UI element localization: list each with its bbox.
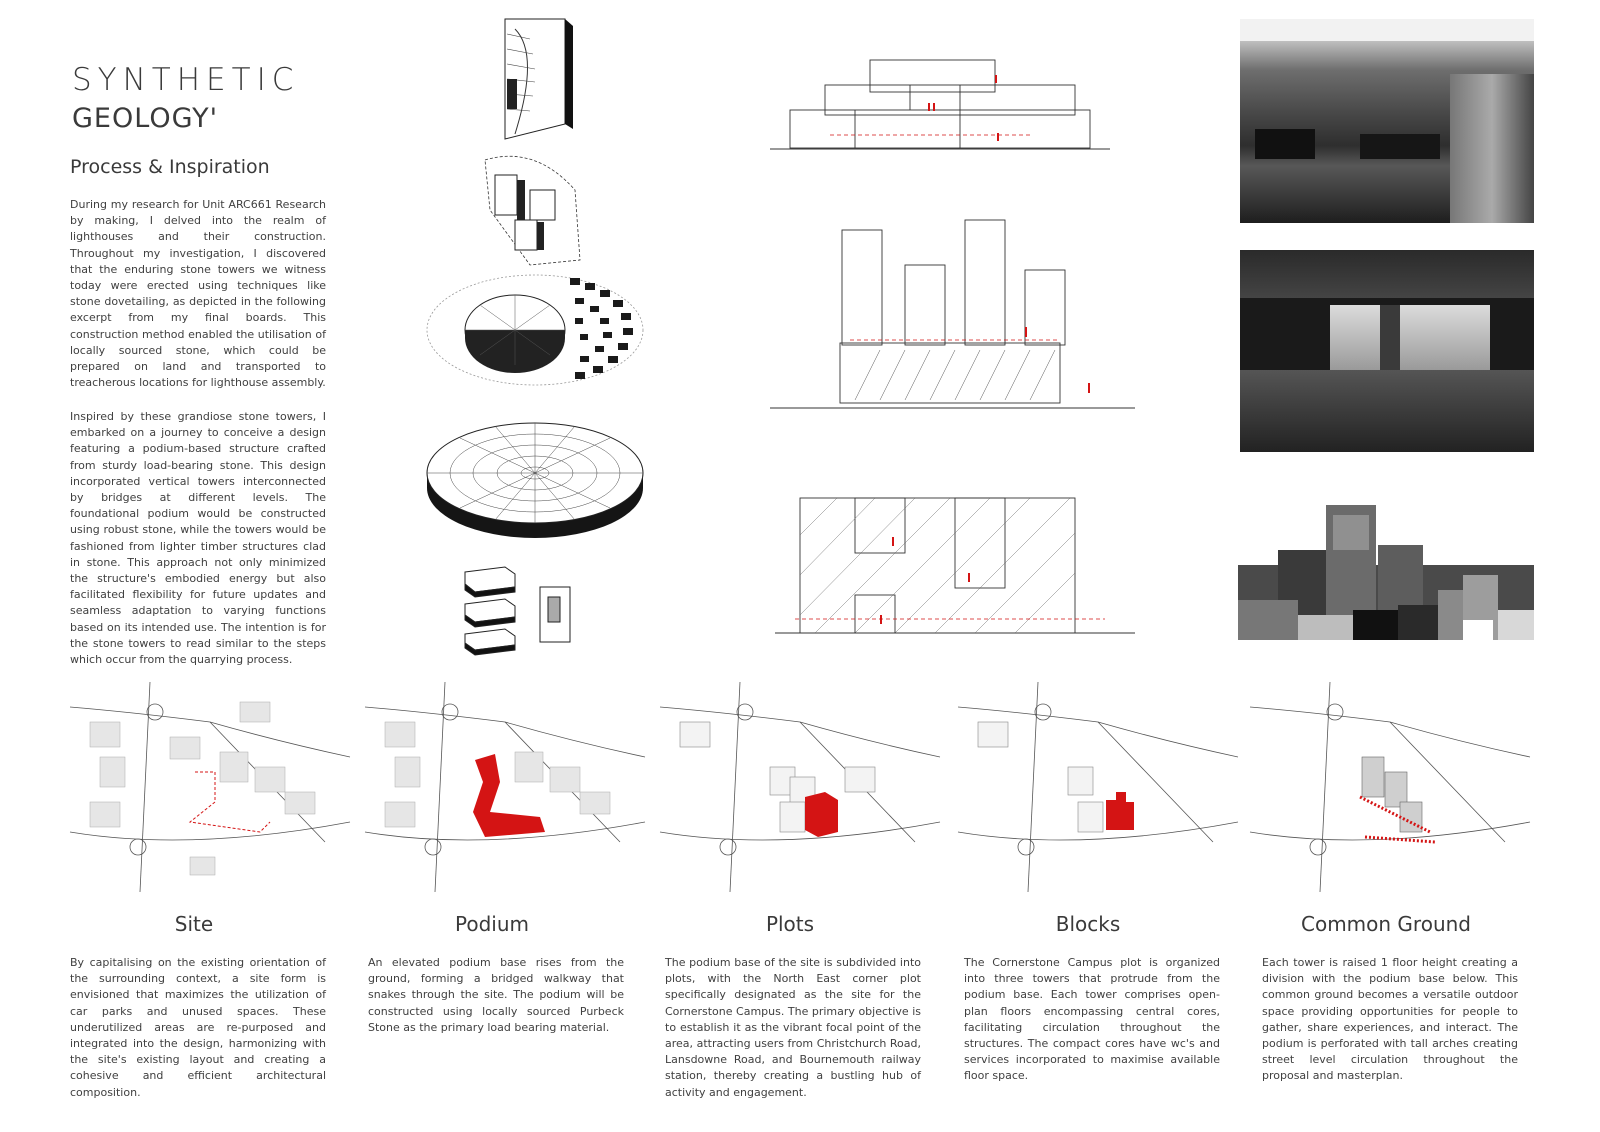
panel-title-podium: Podium xyxy=(455,912,529,936)
intro-paragraph-2: Inspired by these grandiose stone towers, I embarked on a journey to conceive a design featuring a podium-based structure crafted from sturdy load-bearing stone. This design incorporated vertical towers interconnected by bridges at different levels. The foundational podium would be constructed using robust stone, while the towers would be fashioned from lighter timber structures clad in stone. This approach not only minimized the structure's embodied energy but also facilitated flexibility for future updates and seamless adaptation to varying functions based on its intended use. The intention is for the stone towers to read similar to the steps which occur from the quarrying process. xyxy=(70,410,326,667)
radial-stone-podium xyxy=(425,408,645,543)
lighthouse-tower-axonometric xyxy=(485,14,575,144)
panel-title-plots: Plots xyxy=(765,912,815,936)
panel-text-podium: An elevated podium base rises from the ground, forming a bridged walkway that snakes through the site. The podium will be constructed using locally sourced Purbeck Stone as the primary load bearing material. xyxy=(368,956,624,1034)
stone-block-modules xyxy=(460,562,580,662)
map-podium xyxy=(365,682,645,892)
panel-text-common-ground: Each tower is raised 1 floor height creating a division with the podium base below. This common ground becomes a versatile outdoor space providing opportunities for people to gather, share experiences, and interact. The podium is perforated with tall arches creating street level circulation throughout the proposal and masterplan. xyxy=(1262,956,1518,1083)
panel-text-plots: The podium base of the site is subdivided into plots, with the North East corner plot specifically designated as the site for the Cornerstone Campus. The primary objective is to establish it as the vibrant focal point of the area, attracting users from Christchurch Road, Lansdowne Road, and Bournemouth railway station, thereby creating a bustling hub of activity and engagement. xyxy=(665,956,921,1099)
exploded-stone-blocks xyxy=(475,150,585,265)
cave-photo xyxy=(1240,250,1534,452)
panel-title-site: Site xyxy=(174,912,214,936)
quarry-photo xyxy=(1240,19,1534,223)
panel-title-common-ground: Common Ground xyxy=(1301,912,1471,936)
panel-text-site: By capitalising on the existing orientation of the surrounding context, a site form is envisioned that maximizes the utilization of car parks and unused spaces. These underutilized areas are re-purposed and integrated into the design, harmonizing with the site's existing layout and creating a cohesive and efficient architectural composition. xyxy=(70,956,326,1099)
section-subtitle: Process & Inspiration xyxy=(70,156,270,178)
section-sketch-tall-towers xyxy=(770,215,1140,410)
radial-stone-disc-exploded xyxy=(425,268,650,393)
section-sketch-stepped-towers xyxy=(770,55,1115,155)
map-plots xyxy=(660,682,940,892)
skyline-collage xyxy=(1238,505,1534,640)
page-title: SYNTHETIC xyxy=(72,62,300,98)
map-blocks xyxy=(958,682,1238,892)
page-title-line2: GEOLOGY' xyxy=(72,103,219,134)
intro-paragraph-1: During my research for Unit ARC661 Research by making, I delved into the realm of lighthouses and their construction. Throughout my investigation, I discovered that the enduring stone towers we witness today were erected using techniques like stone dovetailing, as depicted in the following excerpt from my final boards. This construction method enabled the utilisation of locally sourced stone, which could be prepared on land and transported to treacherous locations for lighthouse assembly. xyxy=(70,198,326,390)
panel-text-blocks: The Cornerstone Campus plot is organized into three towers that protrude from the podium base. Each tower comprises open-plan floors encompassing central cores, facilitating circulation throughout the structures. The compact cores have wc's and services incorporated to maximise available floor space. xyxy=(964,956,1220,1083)
section-sketch-podium-hatched xyxy=(775,495,1135,640)
panel-title-blocks: Blocks xyxy=(1055,912,1121,936)
map-site xyxy=(70,682,350,892)
map-common-ground xyxy=(1250,682,1530,892)
